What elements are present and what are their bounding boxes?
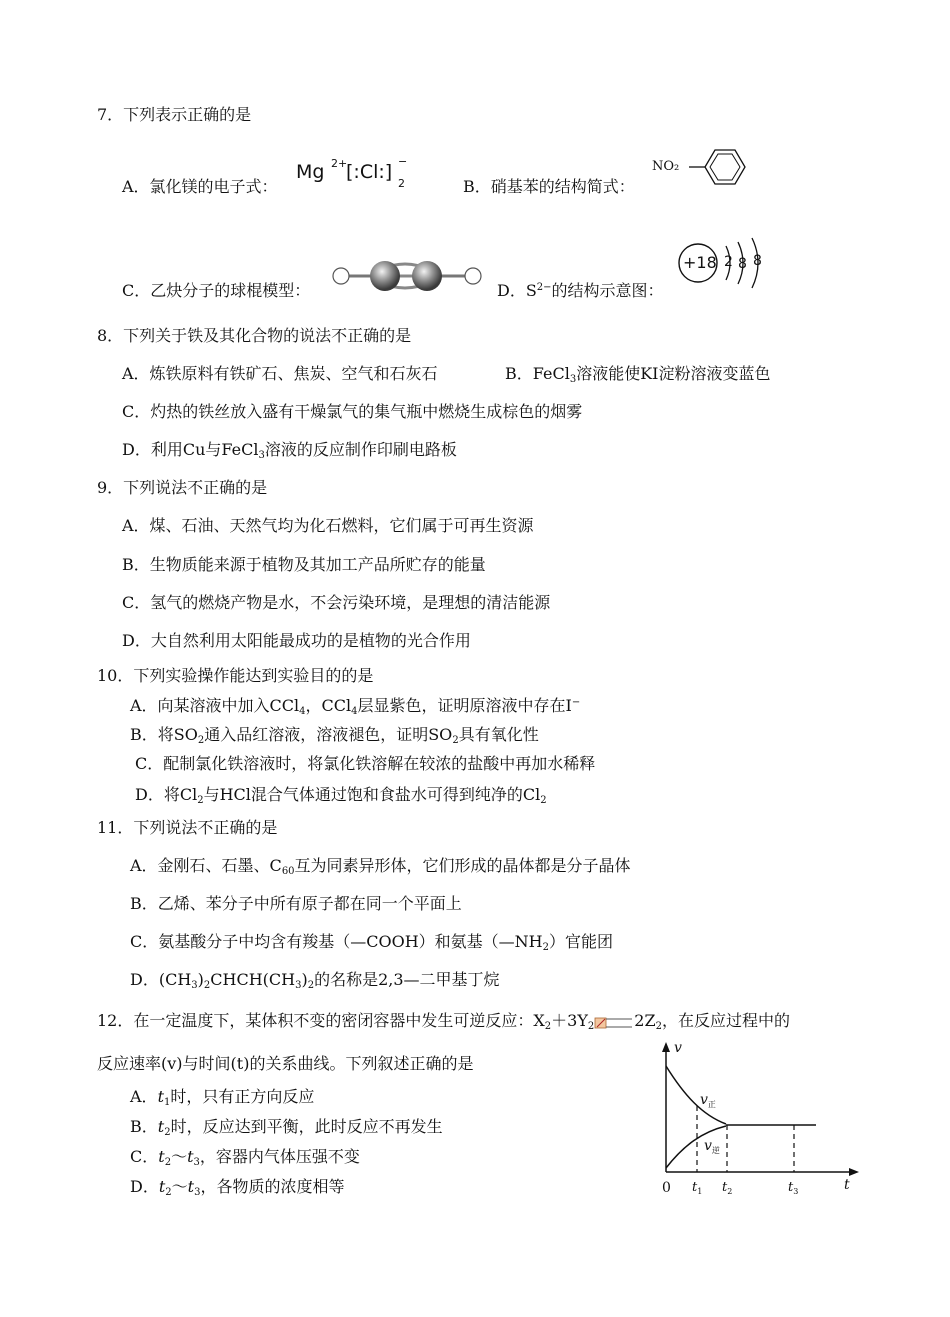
acetylene-ball-stick-model	[328, 258, 483, 298]
q12-option-c: C．$t_2\sim t_3$，容器内气体压强不变	[130, 1147, 360, 1168]
q9-option-a: A．煤、石油、天然气均为化石燃料，它们属于可再生资源	[122, 516, 534, 535]
rate-time-graph	[654, 1040, 864, 1205]
v-forward-label: $v_正$	[700, 1092, 716, 1109]
q11-option-b: B．乙烯、苯分子中所有原子都在同一个平面上	[130, 894, 462, 913]
q10-option-b: B．将$SO_2$通入品红溶液，溶液褪色，证明$SO_2$具有氧化性	[130, 725, 539, 746]
q9-option-b: B．生物质能来源于植物及其加工产品所贮存的能量	[122, 555, 486, 574]
mgcl2-electron-formula: Mg 2+ [:Cl:] 2 −	[296, 155, 408, 190]
q7-stem: 7．下列表示正确的是	[97, 105, 252, 124]
q8-option-c: C．灼热的铁丝放入盛有干燥氯气的集气瓶中燃烧生成棕色的烟雾	[122, 402, 583, 421]
tick-t1: $t_1$	[692, 1180, 703, 1196]
q9-option-d: D．大自然利用太阳能最成功的是植物的光合作用	[122, 631, 471, 650]
q12-option-a: A．$t_1$时，只有正方向反应	[130, 1087, 315, 1108]
q10-stem: 10．下列实验操作能达到实验目的的是	[97, 666, 374, 685]
q11-option-a: A．金刚石、石墨、$C_{60}$互为同素异形体，它们形成的晶体都是分子晶体	[130, 856, 631, 877]
origin-label: 0	[662, 1180, 671, 1196]
q9-option-c: C．氢气的燃烧产物是水，不会污染环境，是理想的清洁能源	[122, 593, 551, 612]
q7-option-c: C．乙炔分子的球棍模型：	[122, 281, 311, 300]
q7-option-b: B．硝基苯的结构简式：	[463, 177, 635, 196]
q12-option-b: B．$t_2$时，反应达到平衡，此时反应不再发生	[130, 1117, 443, 1138]
q7-option-d: D．$S^{2-}$的结构示意图：	[497, 281, 664, 300]
q11-option-c: C．氨基酸分子中均含有羧基（—COOH）和氨基$(—NH_2)$官能团	[130, 932, 614, 953]
q10-option-d: D．将$Cl_2$与HCl混合气体通过饱和食盐水可得到纯净的$Cl_2$	[135, 785, 547, 806]
x-axis-label: t	[844, 1177, 850, 1193]
q7-option-a: A．氯化镁的电子式：	[122, 177, 278, 196]
q10-option-c: C．配制氯化铁溶液时，将氯化铁溶解在较浓的盐酸中再加水稀释	[135, 754, 596, 773]
q11-stem: 11．下列说法不正确的是	[97, 818, 278, 837]
nucleus-charge: +18	[683, 253, 717, 272]
q8-stem: 8．下列关于铁及其化合物的说法不正确的是	[97, 326, 412, 345]
tick-t3: $t_3$	[788, 1180, 799, 1196]
y-axis-label: v	[674, 1040, 682, 1056]
q11-option-d: D．$(CH_3)_2CHCH(CH_3)_2$的名称是2,3—二甲基丁烷	[130, 970, 500, 991]
q8-option-d: D．利用Cu与FeCl$_3$溶液的反应制作印刷电路板	[122, 440, 457, 461]
q8-option-a: A．炼铁原料有铁矿石、焦炭、空气和石灰石	[122, 364, 438, 383]
nitrobenzene-structure	[652, 145, 752, 195]
q8-option-b: B．FeCl$_3$溶液能使KI淀粉溶液变蓝色	[505, 364, 771, 385]
benzene-ring-icon	[652, 145, 752, 195]
q9-stem: 9．下列说法不正确的是	[97, 478, 268, 497]
q10-option-a: A．向某溶液中加入CCl$_4$，CCl$_4$层显紫色，证明原溶液中存在I−	[130, 696, 581, 717]
sulfide-ion-structure-diagram: +18 2 8 8	[676, 236, 776, 294]
reversible-arrow-icon	[594, 1014, 634, 1026]
q12-stem-line2: 反应速率(v)与时间(t)的关系曲线。下列叙述正确的是	[97, 1054, 474, 1073]
tick-t2: $t_2$	[722, 1180, 733, 1196]
v-reverse-label: $v_逆$	[704, 1138, 720, 1155]
no2-label: NO₂	[652, 159, 680, 174]
q12-stem: 12．在一定温度下，某体积不变的密闭容器中发生可逆反应：$X_2+3Y_2$ $2Z_2$，在反应过程中的	[97, 1011, 790, 1032]
q12-option-d: D．$t_2\sim t_3$，各物质的浓度相等	[130, 1177, 345, 1198]
